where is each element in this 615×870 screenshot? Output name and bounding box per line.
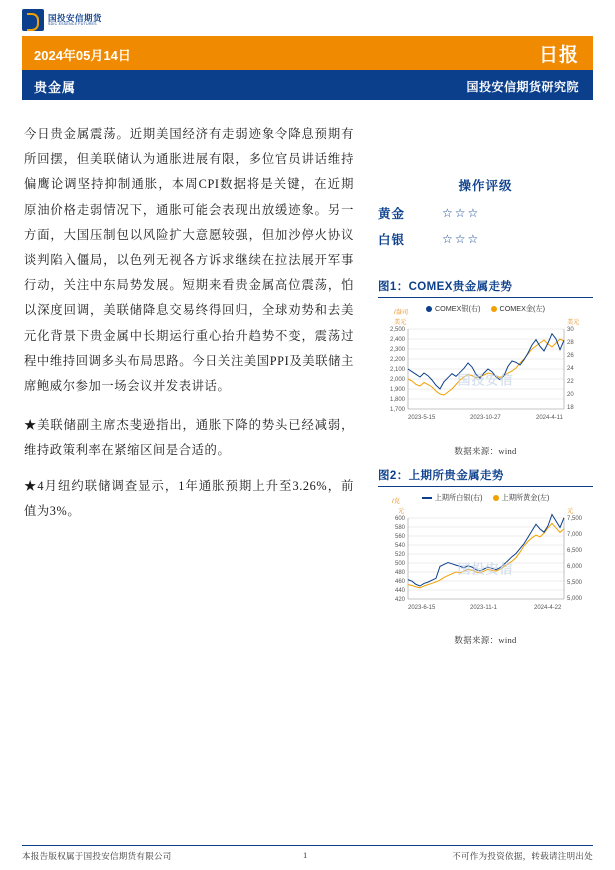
svg-text:2,400: 2,400 xyxy=(389,337,405,343)
legend-item-shfe-gold: 上期所黄金(左) xyxy=(493,493,550,503)
svg-text:6,500: 6,500 xyxy=(567,548,583,554)
rating-row-gold xyxy=(378,204,593,222)
svg-text:2,100: 2,100 xyxy=(389,367,405,373)
svg-text:2023-6-15: 2023-6-15 xyxy=(408,605,436,611)
svg-text:5,000: 5,000 xyxy=(567,596,583,602)
legend-item-comex-gold: COMEX金(左) xyxy=(491,304,546,314)
figure-1-source: 数据来源：wind xyxy=(454,446,517,456)
operation-rating-box xyxy=(378,176,593,248)
svg-text:460: 460 xyxy=(394,579,405,585)
svg-text:440: 440 xyxy=(394,588,405,594)
svg-text:美元: 美元 xyxy=(567,319,580,326)
svg-text:美元: 美元 xyxy=(394,319,407,326)
svg-text:2023-10-27: 2023-10-27 xyxy=(470,415,501,421)
legend-item-shfe-silver: 上期所白银(右) xyxy=(422,493,483,503)
svg-text:420: 420 xyxy=(394,597,405,603)
svg-text:/克: /克 xyxy=(392,498,400,505)
right-column xyxy=(378,176,593,656)
svg-text:480: 480 xyxy=(394,570,405,576)
logo-text xyxy=(48,14,102,27)
svg-text:560: 560 xyxy=(394,534,405,540)
svg-text:7,500: 7,500 xyxy=(567,516,583,522)
figure-2-watermark: 国投安信 xyxy=(457,561,514,577)
figure-1-chart xyxy=(378,309,593,443)
svg-text:500: 500 xyxy=(394,561,405,567)
header-date-bar xyxy=(22,36,593,70)
svg-text:2,200: 2,200 xyxy=(389,357,405,363)
legend-item-comex-silver: COMEX银(右) xyxy=(426,304,481,314)
svg-text:5,500: 5,500 xyxy=(567,580,583,586)
svg-text:26: 26 xyxy=(567,353,574,359)
svg-text:20: 20 xyxy=(567,392,574,398)
svg-text:580: 580 xyxy=(394,525,405,531)
figure-1 xyxy=(378,278,593,457)
article-body xyxy=(24,122,354,538)
svg-text:2024-4-22: 2024-4-22 xyxy=(534,605,562,611)
svg-text:2,500: 2,500 xyxy=(389,327,405,333)
svg-text:1,800: 1,800 xyxy=(389,397,405,403)
rating-stars-silver: ☆☆☆ xyxy=(442,232,481,246)
logo-line1: 国投安信期货 xyxy=(48,12,103,23)
logo-line2: SDIC ESSENCE FUTURES xyxy=(48,21,97,26)
report-date: 2024年05月14日 xyxy=(34,48,131,63)
research-institute: 国投安信期货研究院 xyxy=(466,80,579,94)
figure-2-source: 数据来源：wind xyxy=(454,635,517,645)
svg-text:1,900: 1,900 xyxy=(389,387,405,393)
rating-name-gold: 黄金 xyxy=(378,207,406,221)
footer-divider xyxy=(22,845,593,846)
svg-text:元: 元 xyxy=(398,508,405,515)
svg-text:18: 18 xyxy=(567,405,574,411)
report-category: 贵金属 xyxy=(34,80,77,95)
svg-text:7,000: 7,000 xyxy=(567,532,583,538)
svg-text:元: 元 xyxy=(567,508,574,515)
paragraph-main: 今日贵金属震荡。近期美国经济有走弱迹象令降息预期有所回摆，但美联储认为通胀进展有限，多位官员讲话维持偏鹰论调坚持抑制通胀，本周CPI数据将是关键，在近期原油价格走弱情况下，通胀可能会表现出放缓迹象。另一方面，大国压制包以风险扩大意愿较强，但加沙停火协议谈判陷入僵局，以色列无视各方诉求继续在拉法展开军事行动，关注中东局势发展。短期来看贵金属高位震荡，怕以深度回调，美联储降息交易终得回归，全球劝势和去美元化背景下贵金属中长期运行重心抬升趋势不变，震荡过程中维持回调多头布局思路。今日关注美国PPI及美联储主席鲍威尔参加一场会议并发表讲话。 xyxy=(24,127,354,394)
report-type: 日报 xyxy=(538,45,579,66)
svg-text:2,000: 2,000 xyxy=(389,377,405,383)
svg-text:2024-4-11: 2024-4-11 xyxy=(536,415,563,421)
paragraph-bullet-1: ★美联储副主席杰斐逊指出，通胀下降的势头已经减弱，维持政策利率在紧缩区间是合适的。 xyxy=(24,418,354,458)
svg-text:600: 600 xyxy=(394,516,405,522)
svg-text:6,000: 6,000 xyxy=(567,564,583,570)
figure-2 xyxy=(378,467,593,646)
svg-text:24: 24 xyxy=(567,366,574,372)
header-category-bar xyxy=(22,70,593,100)
figure-2-rule xyxy=(378,486,593,487)
footer-right: 不可作为投资依据，转载请注明出处 xyxy=(452,851,593,861)
figure-1-legend xyxy=(378,304,593,314)
svg-text:/盎司: /盎司 xyxy=(394,309,409,316)
rating-name-silver: 白银 xyxy=(378,233,406,247)
svg-text:540: 540 xyxy=(394,543,405,549)
page-number: 1 xyxy=(303,850,308,860)
paragraph-bullet-2: ★4月纽约联储调查显示，1年通胀预期上升至3.26%，前值为3%。 xyxy=(24,478,354,518)
rating-title: 操作评级 xyxy=(458,179,513,193)
svg-text:1,700: 1,700 xyxy=(389,407,405,413)
figure-1-rule xyxy=(378,297,593,298)
footer-left: 本报告版权属于国投安信期货有限公司 xyxy=(22,851,172,861)
svg-text:2023-5-15: 2023-5-15 xyxy=(408,415,436,421)
svg-text:28: 28 xyxy=(567,340,574,346)
logo-icon xyxy=(22,9,44,31)
svg-text:30: 30 xyxy=(567,327,574,333)
rating-row-silver xyxy=(378,230,593,248)
svg-text:22: 22 xyxy=(567,379,574,385)
svg-text:520: 520 xyxy=(394,552,405,558)
figure-2-legend xyxy=(378,493,593,503)
company-logo xyxy=(22,8,122,32)
figure-2-title: 图2：上期所贵金属走势 xyxy=(378,470,504,482)
figure-1-title: 图1：COMEX贵金属走势 xyxy=(378,281,513,293)
rating-stars-gold: ☆☆☆ xyxy=(442,206,481,220)
figure-2-chart xyxy=(378,498,593,632)
svg-text:2023-11-1: 2023-11-1 xyxy=(470,605,497,611)
svg-text:2,300: 2,300 xyxy=(389,347,405,353)
figure-1-watermark: 国投安信 xyxy=(457,372,514,388)
